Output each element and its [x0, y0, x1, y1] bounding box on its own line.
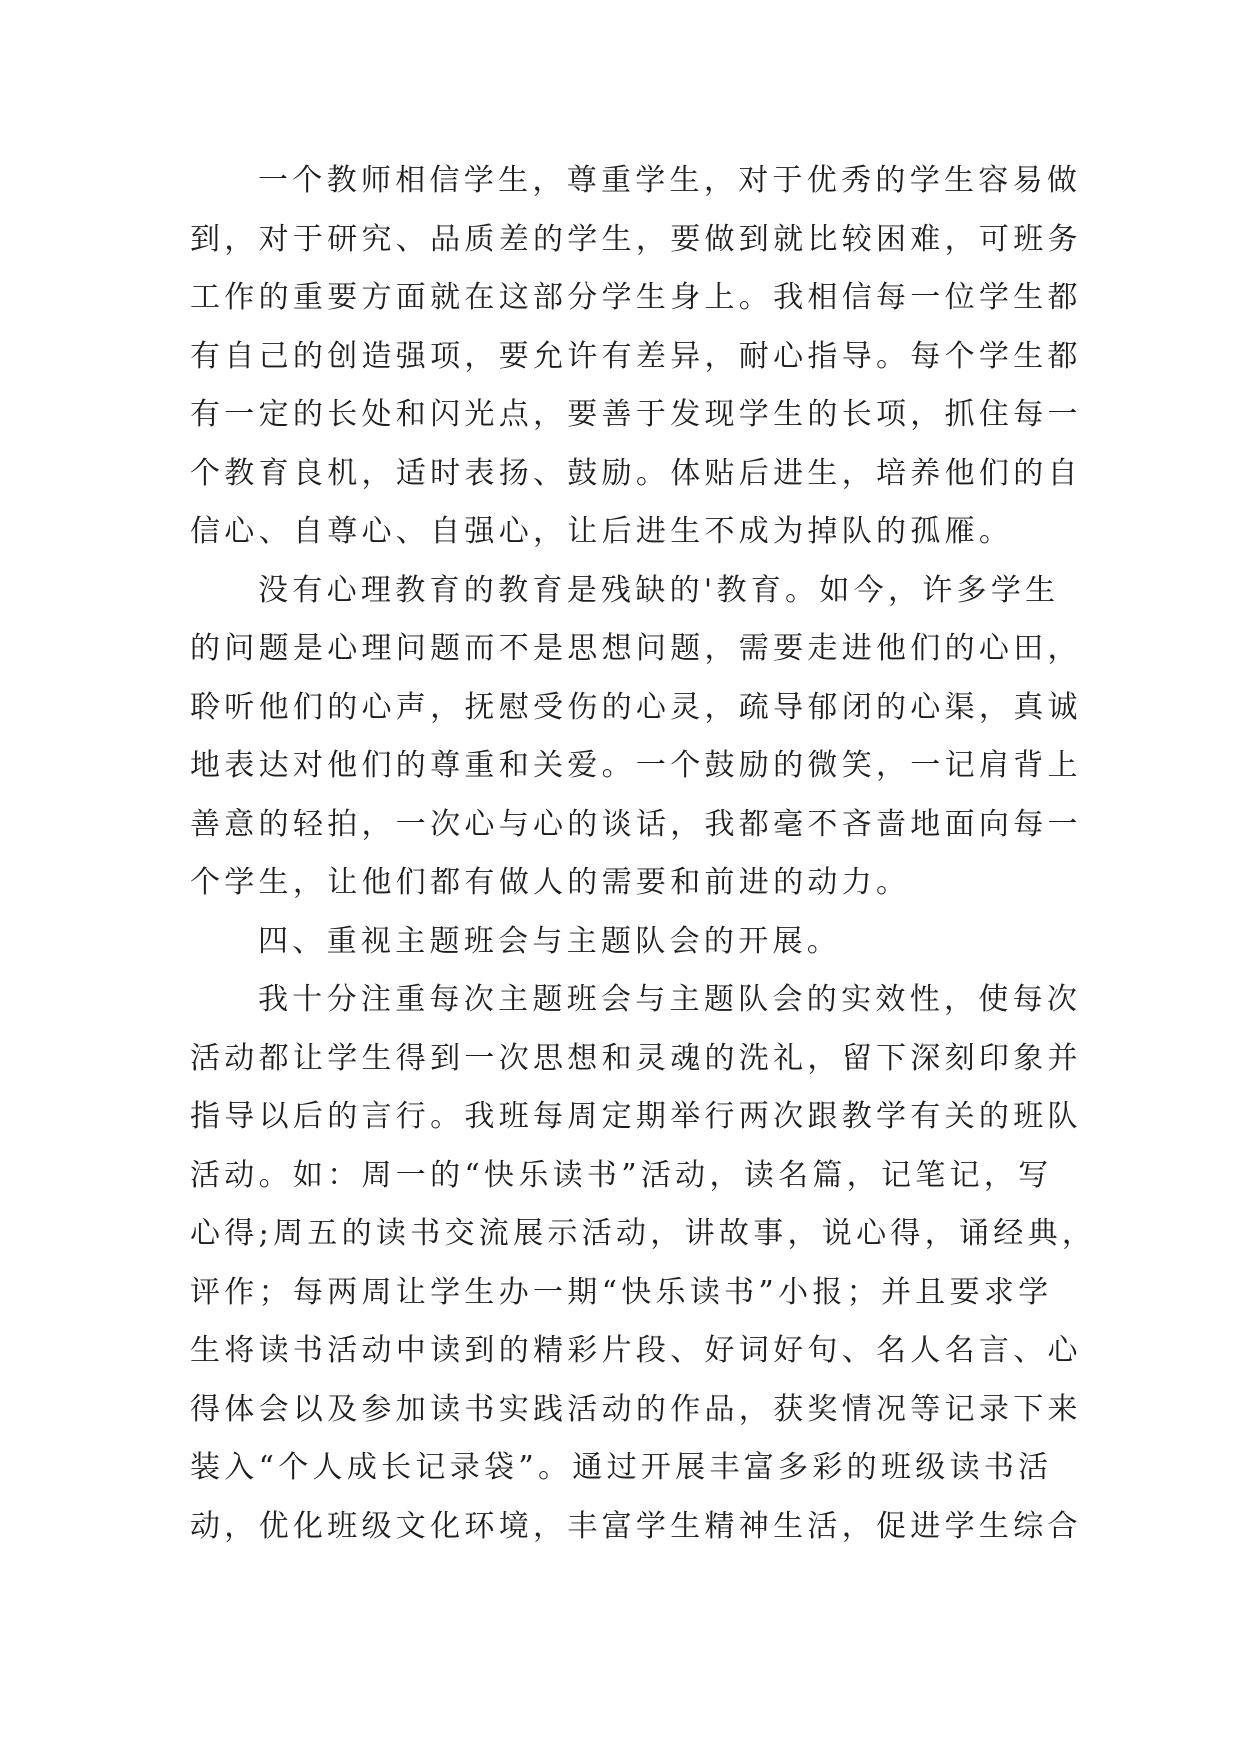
text-line: 得体会以及参加读书实践活动的作品，获奖情况等记录下来: [190, 1391, 1082, 1427]
text-line: 个学生，让他们都有做人的需要和前进的动力。: [190, 865, 911, 900]
text-line: 我十分注重每次主题班会与主题队会的实效性，使每次: [258, 982, 1082, 1017]
text-line: 信心、自尊心、自强心，让后进生不成为掉队的孤雁。: [190, 514, 1014, 549]
text-line: 地表达对他们的尊重和关爱。一个鼓励的微笑，一记肩背上: [190, 748, 1082, 783]
text-line: 工作的重要方面就在这部分学生身上。我相信每一位学生都: [190, 280, 1082, 315]
text-line: 有自己的创造强项，要允许有差异，耐心指导。每个学生都: [190, 338, 1082, 374]
text-line: 活动。如：周一的“快乐读书”活动，读名篇，记笔记，写: [190, 1157, 1053, 1193]
text-line: 生将读书活动中读到的精彩片段、好词好句、名人名言、心: [190, 1333, 1082, 1368]
text-line: 善意的轻拍，一次心与心的谈话，我都毫不吝啬地面向每一: [190, 806, 1082, 842]
section-heading: 四、重视主题班会与主题队会的开展。: [258, 923, 842, 959]
text-line: 一个教师相信学生，尊重学生，对于优秀的学生容易做: [258, 163, 1082, 198]
text-line: 到，对于研究、品质差的学生，要做到就比较困难，可班务: [190, 221, 1082, 257]
body-text: [190, 152, 1097, 1556]
text-line: 没有心理教育的教育是残缺的'教育。如今，许多学生: [258, 572, 1060, 608]
text-line: 个教育良机，适时表扬、鼓励。体贴后进生，培养他们的自: [190, 455, 1082, 491]
text-line: 评作；每两周让学生办一期“快乐读书”小报；并且要求学: [190, 1274, 1053, 1310]
text-line: 活动都让学生得到一次思想和灵魂的洗礼，留下深刻印象并: [190, 1040, 1082, 1076]
text-line: 指导以后的言行。我班每周定期举行两次跟教学有关的班队: [190, 1099, 1082, 1134]
text-line: 心得;周五的读书交流展示活动，讲故事，说心得，诵经典，: [190, 1216, 1097, 1251]
text-line: 有一定的长处和闪光点，要善于发现学生的长项，抓住每一: [190, 397, 1082, 432]
text-line: 的问题是心理问题而不是思想问题，需要走进他们的心田，: [190, 631, 1082, 666]
text-line: 装入“个人成长记录袋”。通过开展丰富多彩的班级读书活: [190, 1450, 1053, 1485]
text-line: 动，优化班级文化环境，丰富学生精神生活，促进学生综合: [190, 1508, 1082, 1544]
text-line: 聆听他们的心声，抚慰受伤的心灵，疏导郁闭的心渠，真诚: [190, 689, 1082, 725]
